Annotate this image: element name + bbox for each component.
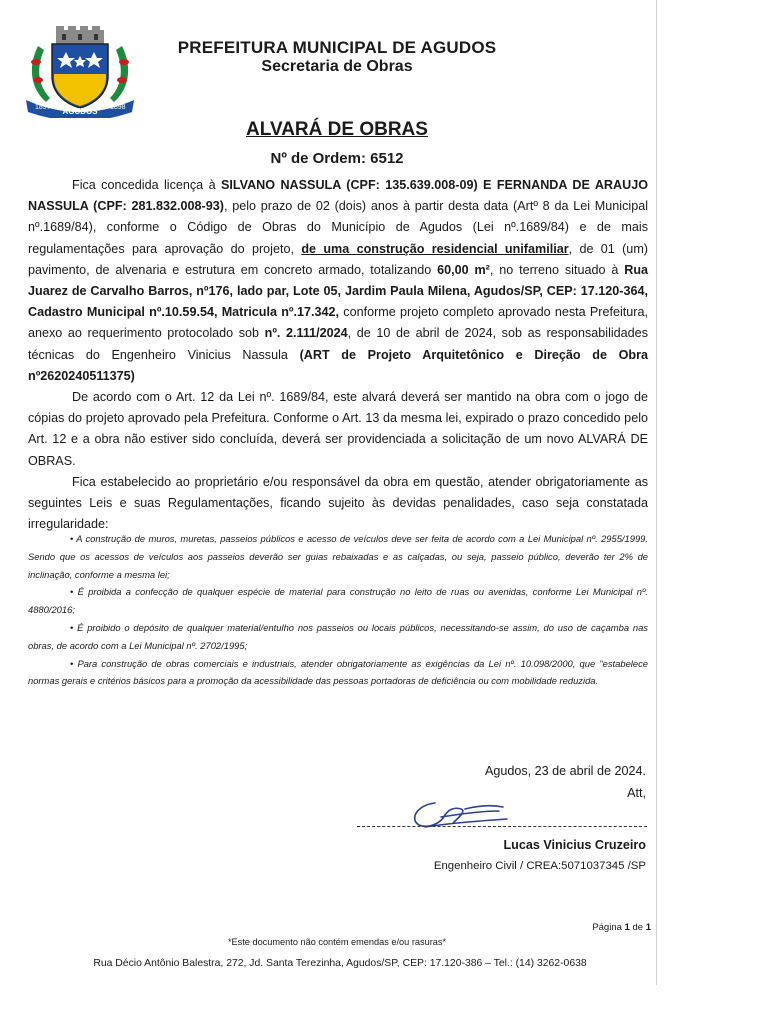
art-reference: (ART de Projeto Arquitetônico e Direção de Obra nº2620240511375) — [28, 347, 648, 383]
list-item: • É proibido o depósito de qualquer material/entulho nos passeios ou locais públicos, necessitando-se assim, do uso de caçamba nas obras, de acordo com a Lei Municipal nº. 2702/1995; — [28, 621, 648, 651]
text-segment: , de 10 de abril de 2024, sob as responsabilidades técnicas do Engenheiro Vinicius Nassula — [28, 326, 648, 362]
page-total: 1 — [645, 922, 651, 933]
page-separator: de — [629, 922, 646, 933]
paragraph-license — [28, 175, 648, 387]
closing-att: Att, — [627, 786, 646, 800]
svg-text:1897: 1897 — [35, 104, 51, 111]
crown-icon — [56, 26, 104, 44]
paragraph-validity: De acordo com o Art. 12 da Lei nº. 1689/84, este alvará deverá ser mantido na obra com o jogo de cópias do projeto aprovado pela Prefeitura. Conforme o Art. 13 da mesma lei, expirado o prazo concedido pelo Art. 12 e a obra não estiver sido concluída, deverá ser providenciada a solicitação de um novo ALVARÁ DE OBRAS. — [28, 390, 648, 468]
page-number — [592, 922, 651, 933]
order-number: Nº de Ordem: 6512 — [270, 150, 404, 167]
signature-line — [357, 826, 647, 827]
list-item: • A construção de muros, muretas, passeios públicos e acesso de veículos deve ser feita de acordo com a Lei Municipal nº. 2955/1999. Sendo que os acessos de veículos aos passeios deverão ser guias rebaixadas e as calçadas, ou seja, passeio público, deverão ter 2% de inclinação, conforme a mesma lei; — [28, 533, 648, 580]
document-title: ALVARÁ DE OBRAS — [246, 119, 428, 140]
page-current: 1 — [624, 922, 630, 933]
text-segment: Fica concedida licença à — [72, 178, 221, 192]
property-address: Rua Juarez de Carvalho Barros, nº176, lado par, Lote 05, Jardim Paula Milena, Agudos/SP, CEP: 17.120-364, Cadastro Municipal nº.10.59.54, Matricula nº.17.342, — [28, 262, 649, 320]
disclaimer: *Este documento não contém emendas e/ou rasuras* — [227, 937, 447, 947]
text-segment: , pelo prazo de 02 (dois) anos à partir desta data (Artº 8 da Lei Municipal nº.1689/84), conforme o Código de Obras do Município de Agudos (Lei nº.1689/84) e de mais regulamentações para aprovação do projeto, — [28, 199, 648, 256]
page-label: Página — [592, 922, 625, 933]
paragraph-obligations: Fica estabelecido ao proprietário e/ou responsável da obra em questão, atender obrigatoriamente as seguintes Leis e suas Regulamentações, ficando sujeito às devidas penalidades, caso seja constatada irregularidade: — [28, 474, 648, 532]
svg-text:1898: 1898 — [110, 104, 126, 111]
protocol-number: nº. 2.111/2024 — [264, 326, 348, 341]
header-subtitle: Secretaria de Obras — [261, 58, 413, 75]
construction-type: de uma construção residencial unifamiliar — [301, 241, 569, 256]
legal-notes — [28, 530, 648, 690]
text-segment: , no terreno situado à — [489, 262, 625, 277]
text-segment: , de 01 (um) pavimento, de alvenaria e estrutura em concreto armado, totalizando — [28, 241, 648, 277]
municipal-crest — [22, 26, 138, 118]
text-segment: conforme projeto completo aprovado nesta Prefeitura, anexo ao requerimento protocolado sob — [28, 305, 648, 341]
footer-address: Rua Décio Antônio Balestra, 272, Jd. Santa Terezinha, Agudos/SP, CEP: 17.120-386 – Tel.: (14) 3262-0638 — [93, 958, 587, 969]
total-area: 60,00 m² — [437, 262, 490, 277]
owners-names: SILVANO NASSULA (CPF: 135.639.008-09) E FERNANDA DE ARAUJO NASSULA (CPF: 281.832.008-93) — [28, 178, 648, 214]
signer-role: Engenheiro Civil / CREA:5071037345 /SP — [433, 860, 646, 872]
list-item: • É proibida a confecção de qualquer espécie de material para construção no leito de ruas ou avenidas, conforme Lei Municipal nº. 4880/2016; — [28, 586, 648, 616]
svg-text:AGUDOS: AGUDOS — [62, 107, 98, 116]
page-edge — [656, 0, 657, 985]
document-body — [28, 175, 648, 535]
header-title: PREFEITURA MUNICIPAL DE AGUDOS — [177, 38, 497, 57]
signer-name: Lucas Vinicius Cruzeiro — [503, 838, 646, 852]
issue-date: Agudos, 23 de abril de 2024. — [484, 764, 646, 778]
shield-icon — [52, 44, 108, 108]
list-item: • Para construção de obras comerciais e industriais, atender obrigatoriamente as exigências da Lei nº. 10.098/2000, que "estabelece normas gerais e critérios básicos para a promoção da acessibilidade das pessoas portadoras de deficiência ou com mobilidade reduzida. — [28, 657, 648, 687]
